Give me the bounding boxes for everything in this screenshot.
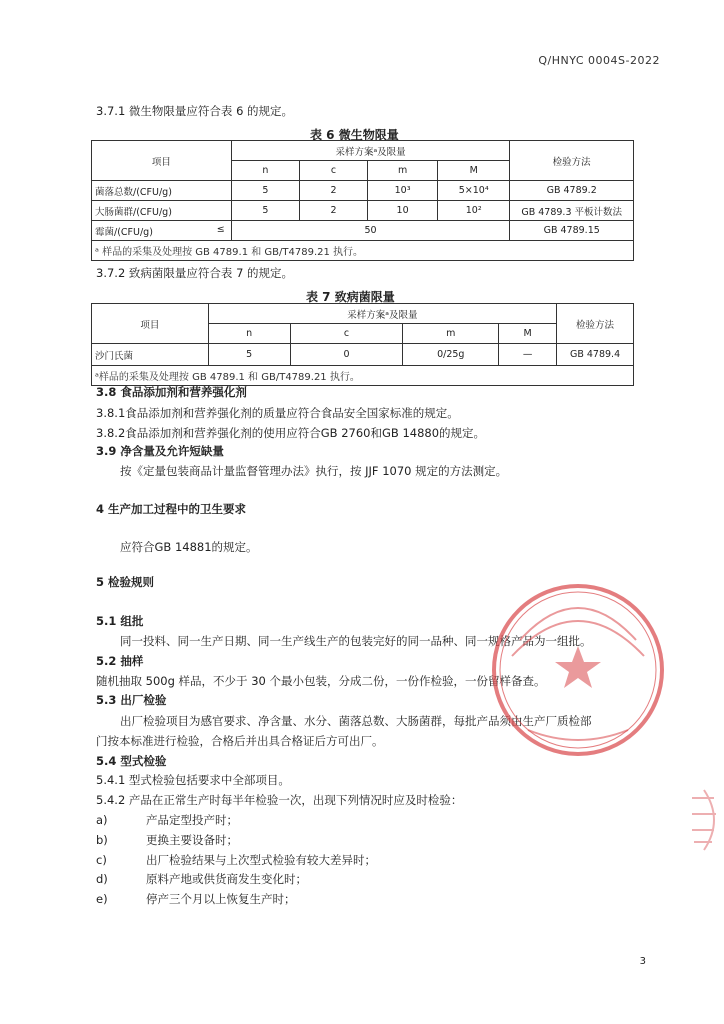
- table-row: [92, 201, 634, 221]
- table7-sub-M: M: [499, 324, 557, 344]
- clause-3-9-text: 按《定量包装商品计量监督管理办法》执行，按 JJF 1070 规定的方法测定。: [120, 464, 508, 478]
- table6-mold-op: ≤: [216, 223, 225, 235]
- table6-note: ᵃ 样品的采集及处理按 GB 4789.1 和 GB/T4789.21 执行。: [92, 241, 634, 261]
- table6-head-method: 检验方法: [510, 141, 634, 181]
- table6-item: 大肠菌群/(CFU/g): [92, 201, 232, 221]
- table7-m: 0/25g: [403, 344, 499, 366]
- list-item: 更换主要设备时；: [146, 833, 238, 847]
- clause-3-7-2: 3.7.2 致病菌限量应符合表 7 的规定。: [96, 266, 294, 280]
- table6-sub-n: n: [231, 161, 299, 181]
- table6-n: 5: [231, 181, 299, 201]
- table6-M: 5×10⁴: [438, 181, 510, 201]
- table7-c: 0: [290, 344, 403, 366]
- table6-head-item: 项目: [92, 141, 232, 181]
- table6-c: 2: [299, 181, 367, 201]
- table6-sub-m: m: [368, 161, 438, 181]
- list-item: 原料产地或供货商发生变化时；: [146, 872, 307, 886]
- clause-5-2-title: 5.2 抽样: [96, 654, 144, 668]
- clause-3-8-2: 3.8.2食品添加剂和营养强化剂的使用应符合GB 2760和GB 14880的规定。: [96, 426, 486, 440]
- standard-number: Q/HNYC 0004S-2022: [538, 54, 660, 67]
- clause-5-4-2: 5.4.2 产品在正常生产时每半年检验一次，出现下列情况时应及时检验：: [96, 793, 463, 807]
- table7-head-item: 项目: [92, 304, 209, 344]
- table6-method: GB 4789.3 平板计数法: [510, 201, 634, 221]
- seal-fragment-icon: [684, 780, 724, 860]
- clause-3-8-title: 3.8 食品添加剂和营养强化剂: [96, 385, 247, 399]
- list-item-label: b): [96, 833, 108, 847]
- table6-sub-M: M: [438, 161, 510, 181]
- table7-note: ᵃ样品的采集及处理按 GB 4789.1 和 GB/T4789.21 执行。: [92, 366, 634, 386]
- table6-method: GB 4789.2: [510, 181, 634, 201]
- list-item-label: a): [96, 813, 108, 827]
- table6-M: 10²: [438, 201, 510, 221]
- table6-c: 2: [299, 201, 367, 221]
- table7-sub-n: n: [208, 324, 290, 344]
- clause-5-1-title: 5.1 组批: [96, 614, 144, 628]
- page-number: 3: [639, 956, 646, 967]
- table6-mold-label: 霉菌/(CFU/g): [95, 226, 153, 238]
- table-row: [92, 221, 634, 241]
- table7-n: 5: [208, 344, 290, 366]
- list-item-label: d): [96, 872, 108, 886]
- clause-3-9-title: 3.9 净含量及允许短缺量: [96, 444, 224, 458]
- table7: [91, 303, 634, 386]
- clause-5-3-title: 5.3 出厂检验: [96, 693, 167, 707]
- clause-5-4-title: 5.4 型式检验: [96, 754, 167, 768]
- table6-m: 10³: [368, 181, 438, 201]
- section-4-title: 4 生产加工过程中的卫生要求: [96, 502, 247, 516]
- table6-m: 10: [368, 201, 438, 221]
- table6-mold-method: GB 4789.15: [510, 221, 634, 241]
- list-item: 停产三个月以上恢复生产时；: [146, 892, 296, 906]
- table6-caption: 表 6 微生物限量: [310, 128, 399, 142]
- table6-head-sampling: 采样方案ᵃ及限量: [231, 141, 510, 161]
- clause-5-1-text: 同一投料、同一生产日期、同一生产线生产的包装完好的同一品种、同一规格产品为一组批。: [120, 634, 592, 648]
- table-row: [92, 181, 634, 201]
- table6-sub-c: c: [299, 161, 367, 181]
- table6: [91, 140, 634, 261]
- table6-item: 菌落总数/(CFU/g): [92, 181, 232, 201]
- clause-5-2-text: 随机抽取 500g 样品，不少于 30 个最小包装，分成二份，一份作检验，一份留样备查。: [96, 674, 546, 688]
- section-5-title: 5 检验规则: [96, 575, 155, 589]
- table7-head-sampling: 采样方案ᵃ及限量: [208, 304, 556, 324]
- table7-sub-c: c: [290, 324, 403, 344]
- clause-5-4-1: 5.4.1 型式检验包括要求中全部项目。: [96, 773, 290, 787]
- table6-mold-item: [92, 221, 232, 241]
- clause-5-3-text-2: 门按本标准进行检验，合格后并出具合格证后方可出厂。: [96, 734, 384, 748]
- table7-method: GB 4789.4: [557, 344, 634, 366]
- table7-M: —: [499, 344, 557, 366]
- clause-3-8-1: 3.8.1食品添加剂和营养强化剂的质量应符合食品安全国家标准的规定。: [96, 406, 459, 420]
- table7-item: 沙门氏菌: [92, 344, 209, 366]
- list-item: 出厂检验结果与上次型式检验有较大差异时；: [146, 853, 376, 867]
- list-item-label: c): [96, 853, 107, 867]
- table6-mold-value: 50: [231, 221, 510, 241]
- clause-3-7-1: 3.7.1 微生物限量应符合表 6 的规定。: [96, 104, 294, 118]
- section-4-text: 应符合GB 14881的规定。: [120, 540, 258, 554]
- table7-head-method: 检验方法: [557, 304, 634, 344]
- table7-caption: 表 7 致病菌限量: [306, 290, 395, 304]
- table6-n: 5: [231, 201, 299, 221]
- list-item: 产品定型投产时；: [146, 813, 238, 827]
- company-seal-icon: [488, 580, 668, 760]
- clause-5-3-text-1: 出厂检验项目为感官要求、净含量、水分、菌落总数、大肠菌群，每批产品须由生产厂质检部: [120, 714, 592, 728]
- list-item-label: e): [96, 892, 108, 906]
- table7-sub-m: m: [403, 324, 499, 344]
- table-row: [92, 344, 634, 366]
